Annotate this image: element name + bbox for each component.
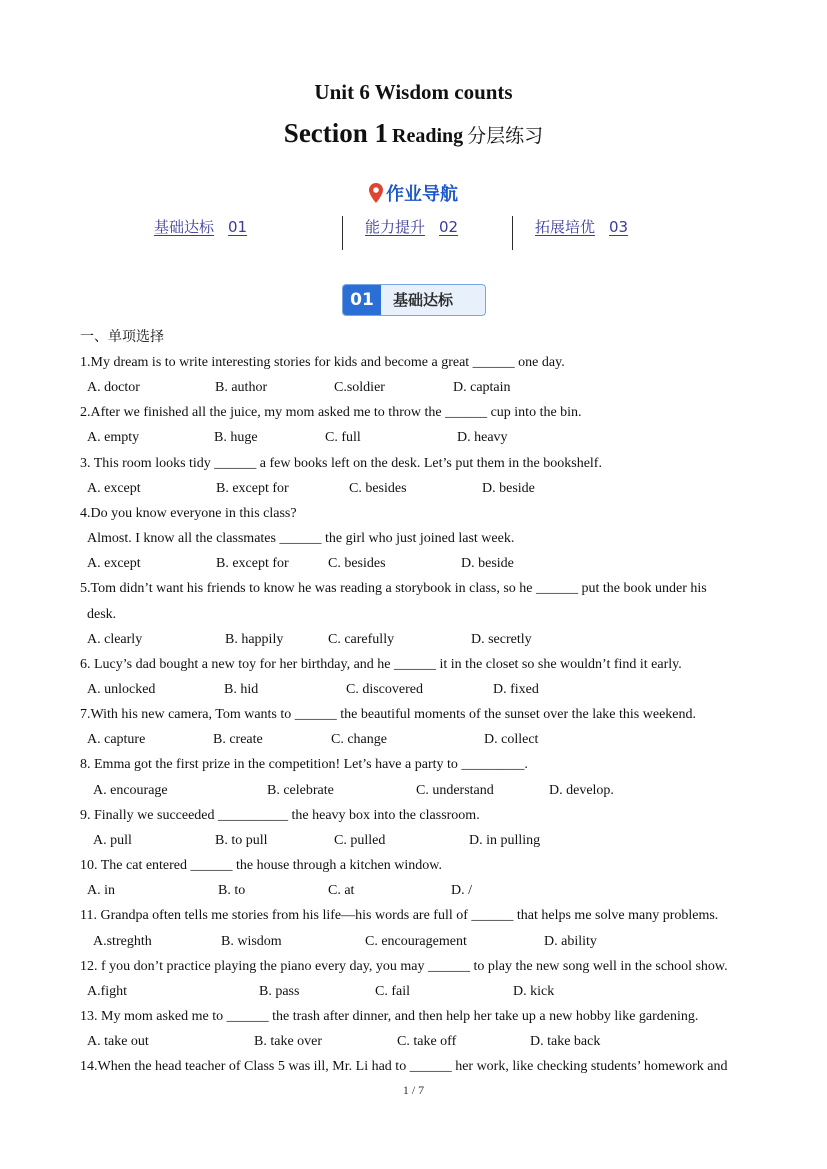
option: C. change [331,732,387,747]
option: D. beside [461,556,514,571]
question-8: 8. Emma got the first prize in the competition! Let’s have a party to _________. [80,757,528,772]
homework-nav-heading [0,180,827,208]
option: C. besides [349,481,407,496]
option: B. author [215,380,268,395]
question-5-line2: desk. [87,607,117,622]
option: A. in [87,883,115,898]
option: B. happily [225,632,284,647]
option: C. discovered [346,682,423,697]
option: C. pulled [334,833,386,848]
option: B. pass [259,984,300,999]
question-7: 7.With his new camera, Tom wants to ______ the beautiful moments of the sunset over the lake this weekend. [80,707,696,722]
question-2: 2.After we finished all the juice, my mom asked me to throw the ______ cup into the bin. [80,405,582,420]
nav-link-num: 02 [439,218,459,236]
option: B. except for [216,481,289,496]
nav-link-label: 能力提升 [365,218,426,236]
option: B. wisdom [221,934,282,949]
badge-label: 基础达标 [393,291,454,309]
option: A. unlocked [87,682,156,697]
option: A.streghth [93,934,152,949]
section-sub: Reading [392,125,464,147]
nav-link-basic[interactable] [154,216,247,237]
badge-number: 01 [343,285,381,315]
nav-link-label: 拓展培优 [535,218,596,236]
option: B. huge [214,430,258,445]
nav-divider [342,216,343,250]
section-cn: 分层练习 [467,125,544,147]
option: A. clearly [87,632,143,647]
option: B. to [218,883,246,898]
option: A. capture [87,732,146,747]
option: A. empty [87,430,140,445]
question-1: 1.My dream is to write interesting stories for kids and become a great ______ one day. [80,355,565,370]
option: C. carefully [328,632,395,647]
option: D. heavy [457,430,508,445]
page-number: 1 / 7 [402,1083,425,1097]
option: D. kick [513,984,555,999]
question-9: 9. Finally we succeeded __________ the heavy box into the classroom. [80,808,480,823]
nav-link-num: 03 [609,218,629,236]
question-13: 13. My mom asked me to ______ the trash after dinner, and then help her take up a new hobby like gardening. [80,1009,699,1024]
section-main: Section 1 [283,118,389,148]
section-title [0,118,827,149]
nav-link-num: 01 [228,218,248,236]
exercise-heading: 一、单项选择 [80,329,164,345]
option: A. except [87,556,141,571]
option: D. in pulling [469,833,541,848]
question-12: 12. f you don’t practice playing the piano every day, you may ______ to play the new song well in the school show. [80,959,728,974]
nav-link-ability[interactable] [365,216,458,237]
option: C. besides [328,556,386,571]
nav-divider [512,216,513,250]
question-4-line2: Almost. I know all the classmates ______ the girl who just joined last week. [87,531,515,546]
option: B. take over [254,1034,323,1049]
nav-link-extend[interactable] [535,216,628,237]
question-4: 4.Do you know everyone in this class? [80,506,297,521]
option: B. celebrate [267,783,334,798]
option: D. fixed [493,682,539,697]
nav-link-label: 基础达标 [154,218,215,236]
option: B. create [213,732,263,747]
location-pin-icon [369,183,383,208]
nav-heading-text: 作业导航 [386,184,458,205]
section-badge [342,284,486,316]
option: D. beside [482,481,535,496]
option: B. hid [224,682,259,697]
option: C. at [328,883,355,898]
option: D. collect [484,732,539,747]
option: D. secretly [471,632,532,647]
option: A. except [87,481,141,496]
question-3: 3. This room looks tidy ______ a few books left on the desk. Let’s put them in the bookshelf. [80,456,602,471]
option: D. develop. [549,783,614,798]
option: C. take off [397,1034,457,1049]
option: B. except for [216,556,289,571]
option: A.fight [87,984,128,999]
option: C. encouragement [365,934,467,949]
option: C.soldier [334,380,385,395]
option: A. encourage [93,783,168,798]
option: A. pull [93,833,132,848]
option: D. captain [453,380,511,395]
option: B. to pull [215,833,268,848]
unit-title: Unit 6 Wisdom counts [314,80,513,104]
option: D. ability [544,934,597,949]
option: D. take back [530,1034,601,1049]
question-11: 11. Grandpa often tells me stories from his life—his words are full of ______ that helps me solve many problems. [80,908,719,923]
question-14: 14.When the head teacher of Class 5 was ill, Mr. Li had to ______ her work, like checking students’ homework and [80,1059,728,1074]
question-10: 10. The cat entered ______ the house through a kitchen window. [80,858,442,873]
option: C. understand [416,783,494,798]
question-5: 5.Tom didn’t want his friends to know he was reading a storybook in class, so he ______ put the book under his [80,581,707,596]
option: C. full [325,430,361,445]
option: C. fail [375,984,410,999]
option: A. take out [87,1034,149,1049]
option: D. / [451,883,472,898]
option: A. doctor [87,380,140,395]
question-6: 6. Lucy’s dad bought a new toy for her birthday, and he ______ it in the closet so she wouldn’t find it early. [80,657,682,672]
